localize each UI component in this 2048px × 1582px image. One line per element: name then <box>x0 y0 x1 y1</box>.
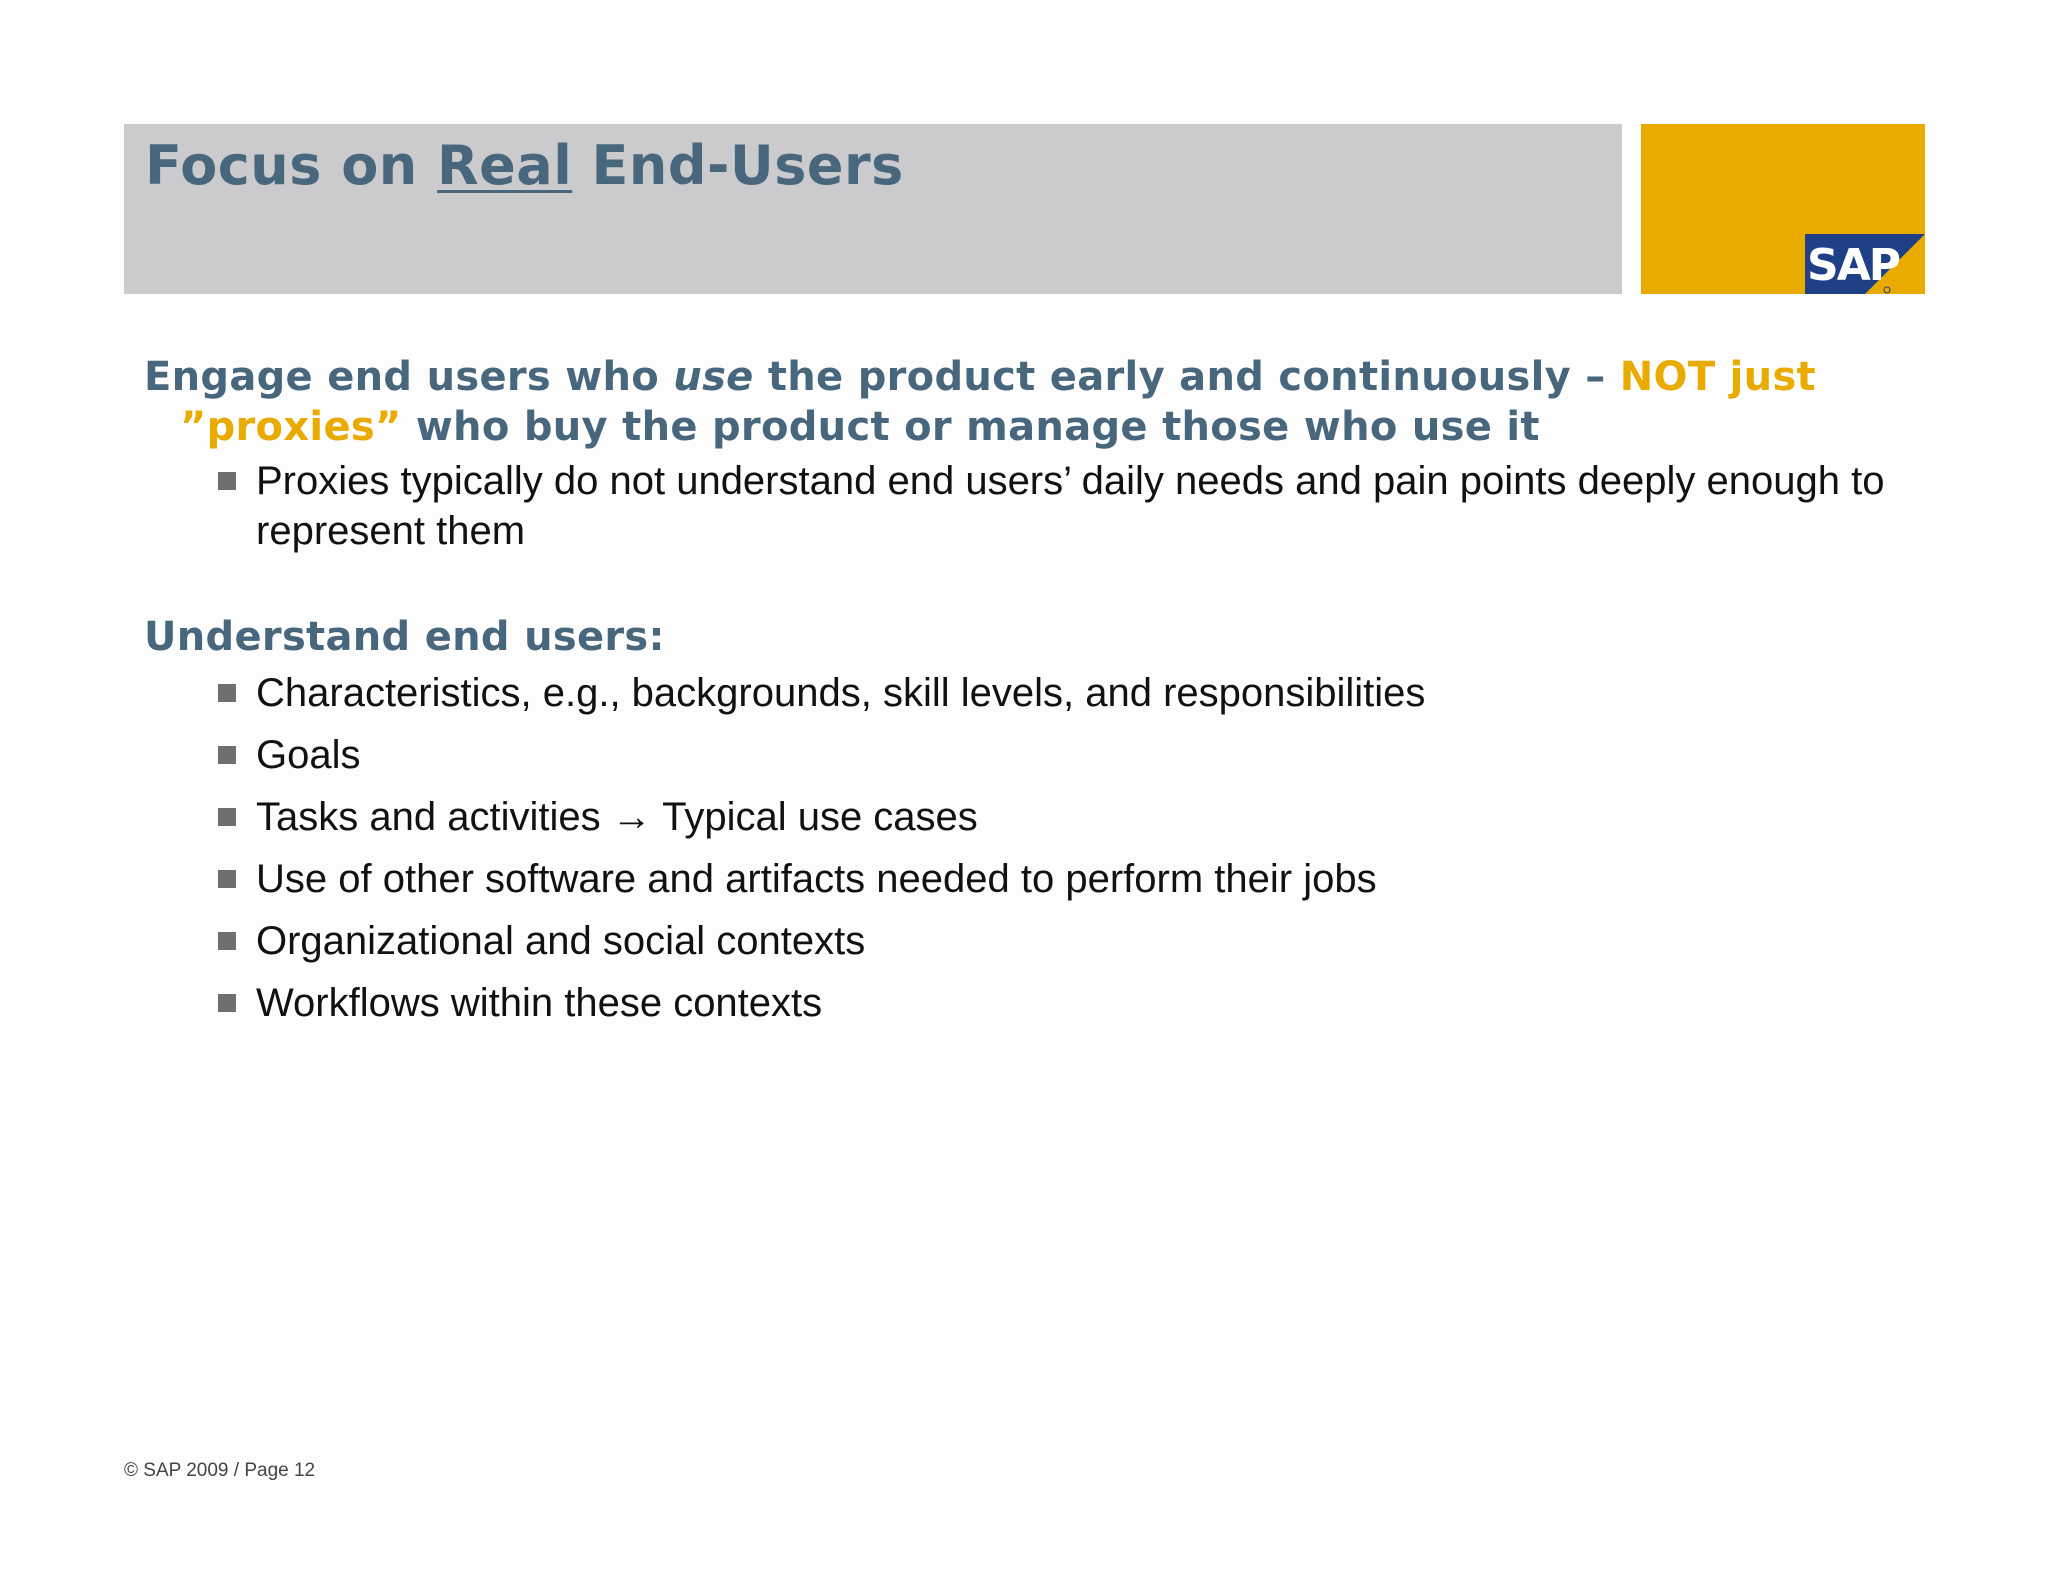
list-item <box>216 730 1924 780</box>
bullet-text: Organizational and social contexts <box>256 919 866 963</box>
section1-heading-italic: use <box>673 354 754 400</box>
footer-page-info: © SAP 2009 / Page 12 <box>124 1460 316 1481</box>
bullet-text: Proxies typically do not understand end users’ daily needs and pain points deeply enough to represent them <box>256 459 1885 553</box>
section1-bullet-list <box>144 456 1924 556</box>
sap-logo-text: SAP <box>1807 240 1899 291</box>
bullet-square-icon <box>218 684 236 702</box>
list-item <box>216 668 1924 718</box>
logo-block <box>1641 124 1925 294</box>
title-prefix: Focus on <box>145 134 438 197</box>
section1-heading-text: Engage end users who <box>144 354 674 400</box>
section1-heading-highlight-2: ”proxies” <box>180 404 402 450</box>
slide-content <box>144 352 1924 1040</box>
section1-heading <box>144 352 1924 452</box>
bullet-square-icon <box>218 870 236 888</box>
bullet-text: Workflows within these contexts <box>256 981 823 1025</box>
page-title <box>145 134 904 199</box>
bullet-text: Use of other software and artifacts needed to perform their jobs <box>256 857 1377 901</box>
section2-bullet-list <box>144 668 1924 1028</box>
list-item <box>216 978 1924 1028</box>
bullet-square-icon <box>218 994 236 1012</box>
list-item <box>216 854 1924 904</box>
sap-logo-icon <box>1805 234 1925 296</box>
list-item <box>216 792 1924 842</box>
bullet-text: Tasks and activities → Typical use cases <box>256 795 978 839</box>
list-item <box>216 456 1924 556</box>
list-item <box>216 916 1924 966</box>
title-suffix: End-Users <box>572 134 904 197</box>
section1-heading-highlight: NOT just <box>1619 354 1816 400</box>
section2-heading: Understand end users: <box>144 614 665 660</box>
bullet-square-icon <box>218 932 236 950</box>
section1-heading-text-2: the product early and continuously – <box>753 354 1620 400</box>
bullet-text: Goals <box>256 733 361 777</box>
section1-heading-text-3: who buy the product or manage those who use it <box>401 404 1540 450</box>
title-underlined-word: Real <box>437 134 573 197</box>
bullet-square-icon <box>218 472 236 490</box>
bullet-text: Characteristics, e.g., backgrounds, skill levels, and responsibilities <box>256 671 1426 715</box>
title-bar <box>124 124 1622 294</box>
bullet-square-icon <box>218 746 236 764</box>
bullet-square-icon <box>218 808 236 826</box>
